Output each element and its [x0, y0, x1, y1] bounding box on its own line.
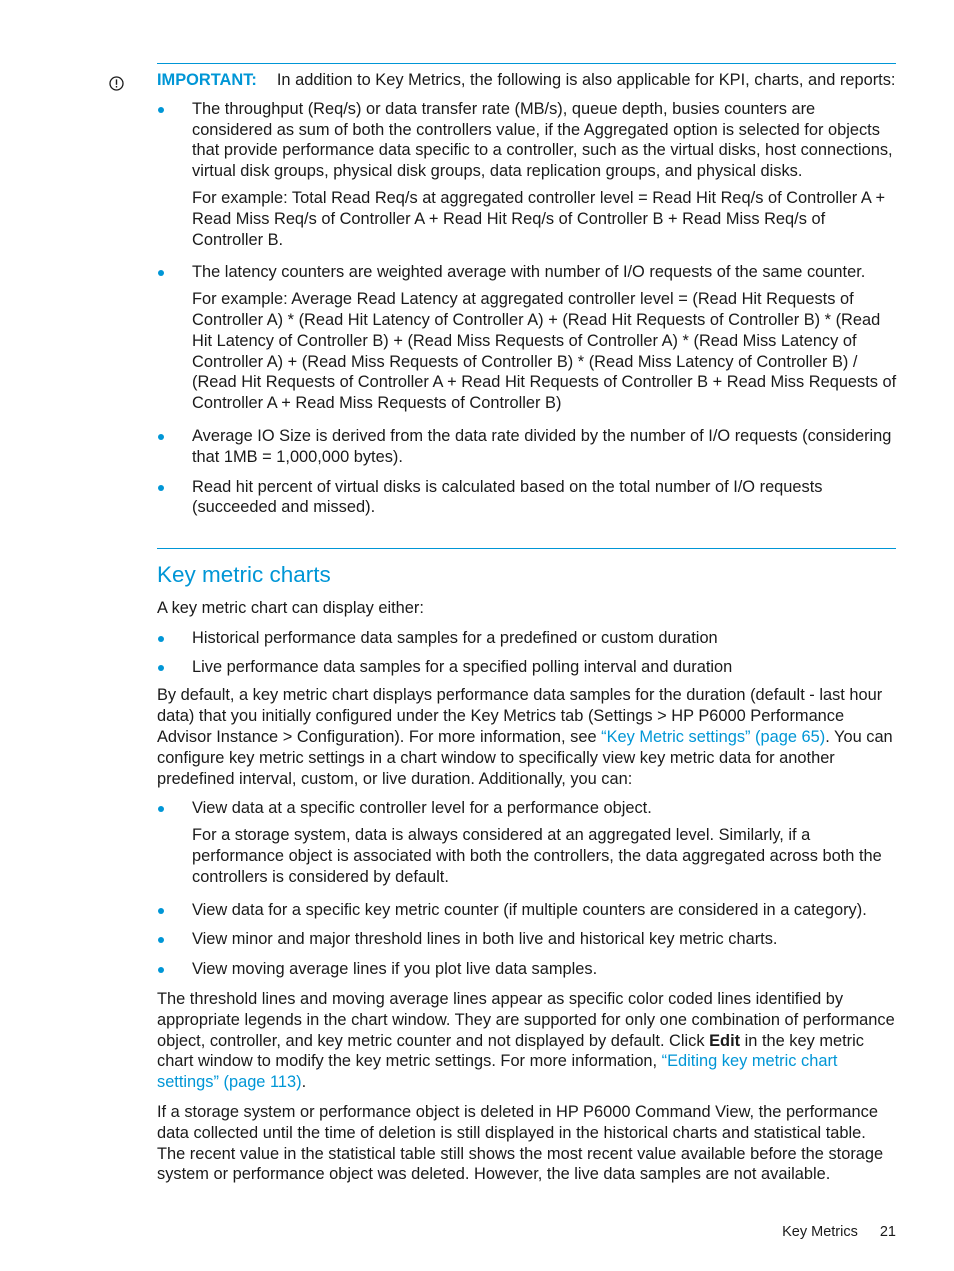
section-heading: Key metric charts	[157, 562, 331, 587]
list-item	[157, 959, 897, 980]
bullet-icon	[158, 967, 164, 973]
list-item-text: Historical performance data samples for a predefined or custom duration	[192, 628, 718, 647]
display-options-list	[157, 628, 897, 678]
intro-paragraph: A key metric chart can display either:	[157, 599, 424, 617]
list-item-text: Live performance data samples for a specified polling interval and duration	[192, 657, 733, 676]
important-note	[157, 70, 897, 527]
list-item-text: Read hit percent of virtual disks is calculated based on the total number of I/O requests (succeeded and missed).	[192, 477, 823, 517]
edit-keyword: Edit	[709, 1031, 741, 1050]
bullet-icon	[158, 485, 164, 491]
important-icon	[109, 76, 124, 91]
default-duration-paragraph	[157, 685, 897, 789]
bullet-icon	[158, 270, 164, 276]
list-item-text: View data at a specific controller level for a performance object.	[192, 799, 652, 818]
list-item	[157, 798, 897, 887]
capabilities-list	[157, 798, 897, 980]
footer-section-name: Key Metrics	[782, 1224, 858, 1240]
bullet-icon	[158, 434, 164, 440]
bullet-icon	[158, 806, 164, 812]
list-item	[157, 99, 897, 251]
page-footer	[782, 1222, 896, 1243]
bullet-icon	[158, 908, 164, 914]
bullet-icon	[158, 107, 164, 113]
deletion-paragraph: If a storage system or performance object is deleted in HP P6000 Command View, the performance data collected until the time of deletion is still displayed in the historical charts and statistical table. The recent value in the statistical table still shows the most recent value available before the storage system or performance object was deleted. However, the live data samples are not available.	[157, 1102, 884, 1184]
list-item-text: View moving average lines if you plot live data samples.	[192, 960, 598, 979]
editing-key-metric-chart-settings-link[interactable]: “Editing key metric chart settings” (page 113)	[157, 1052, 838, 1092]
list-item-example: For example: Average Read Latency at aggregated controller level = (Read Hit Requests of Controller A) * (Read Hit Latency of Controller A) + (Read Hit Requests of Controller B) * (Read Hit Latency of Controller B) + (Read Miss Requests of Controller A) * (Read Miss Latency of Controller A) + (Read Miss Requests of Controller B) * (Read Miss Latency of Controller B) / (Read Hit Requests of Controller A + Read Hit Requests of Controller B + Read Miss Requests of Controller A + Read Miss Requests of Controller B)	[192, 290, 897, 413]
paragraph-text: in the key metric chart window to modify the key metric settings. For more information,	[157, 1031, 864, 1071]
list-item	[157, 900, 897, 921]
note-bullet-list	[157, 99, 897, 518]
list-item-text: The throughput (Req/s) or data transfer rate (MB/s), queue depth, busies counters are considered as sum of both the controllers value, if the Aggregated option is selected for objects that provide performance data specific to a controller, such as the virtual disks, host connections, virtual disk groups, physical disk groups, data replication groups, and physical disks.	[192, 99, 893, 181]
list-item	[157, 262, 897, 414]
page-number: 21	[879, 1224, 896, 1240]
list-item	[157, 657, 897, 678]
paragraph-text: .	[301, 1073, 307, 1092]
list-item-example: For example: Total Read Req/s at aggregated controller level = Read Hit Req/s of Controller A + Read Miss Req/s of Controller A + Read Hit Req/s of Controller B + Read Miss Req/s of Controller B.	[192, 188, 886, 249]
important-label: IMPORTANT:	[157, 71, 257, 89]
bullet-icon	[158, 636, 164, 642]
bullet-icon	[158, 937, 164, 943]
key-metric-settings-link[interactable]: “Key Metric settings” (page 65)	[601, 727, 826, 746]
paragraph-text: By default, a key metric chart displays performance data samples for the duration (default - last hour data) that you initially configured under the Key Metrics tab (Settings > HP P6000 Performance Advisor Instance > Configuration). For more information, see	[157, 686, 883, 746]
threshold-lines-paragraph	[157, 989, 897, 1093]
list-item-text: Average IO Size is derived from the data rate divided by the number of I/O requests (considering that 1MB = 1,000,000 bytes).	[192, 426, 892, 466]
paragraph-text: The threshold lines and moving average lines appear as specific color coded lines identified by appropriate legends in the chart window. They are supported for only one combination of performance object, controller, and key metric counter and not displayed by default. Click	[157, 989, 895, 1050]
bullet-icon	[158, 665, 164, 671]
list-item	[157, 477, 897, 519]
list-item-text: View data for a specific key metric counter (if multiple counters are considered in a category).	[192, 900, 867, 919]
list-item-text: View minor and major threshold lines in both live and historical key metric charts.	[192, 930, 778, 949]
list-item	[157, 628, 897, 649]
list-item	[157, 426, 897, 468]
list-item	[157, 929, 897, 950]
list-item-detail: For a storage system, data is always considered at an aggregated level. Similarly, if a performance object is associated with both the controllers, the data aggregated across both the controllers is considered by default.	[192, 826, 882, 886]
note-lead-text: In addition to Key Metrics, the following is also applicable for KPI, charts, and reports:	[276, 71, 896, 89]
key-metric-charts-section	[157, 560, 897, 1194]
list-item-text: The latency counters are weighted average with number of I/O requests of the same counter.	[192, 263, 866, 282]
note-lead-paragraph	[157, 70, 897, 91]
paragraph-text: . You can configure key metric settings in a chart window to specifically view key metric data for another predefined interval, custom, or live duration. Additionally, you can:	[157, 727, 893, 788]
